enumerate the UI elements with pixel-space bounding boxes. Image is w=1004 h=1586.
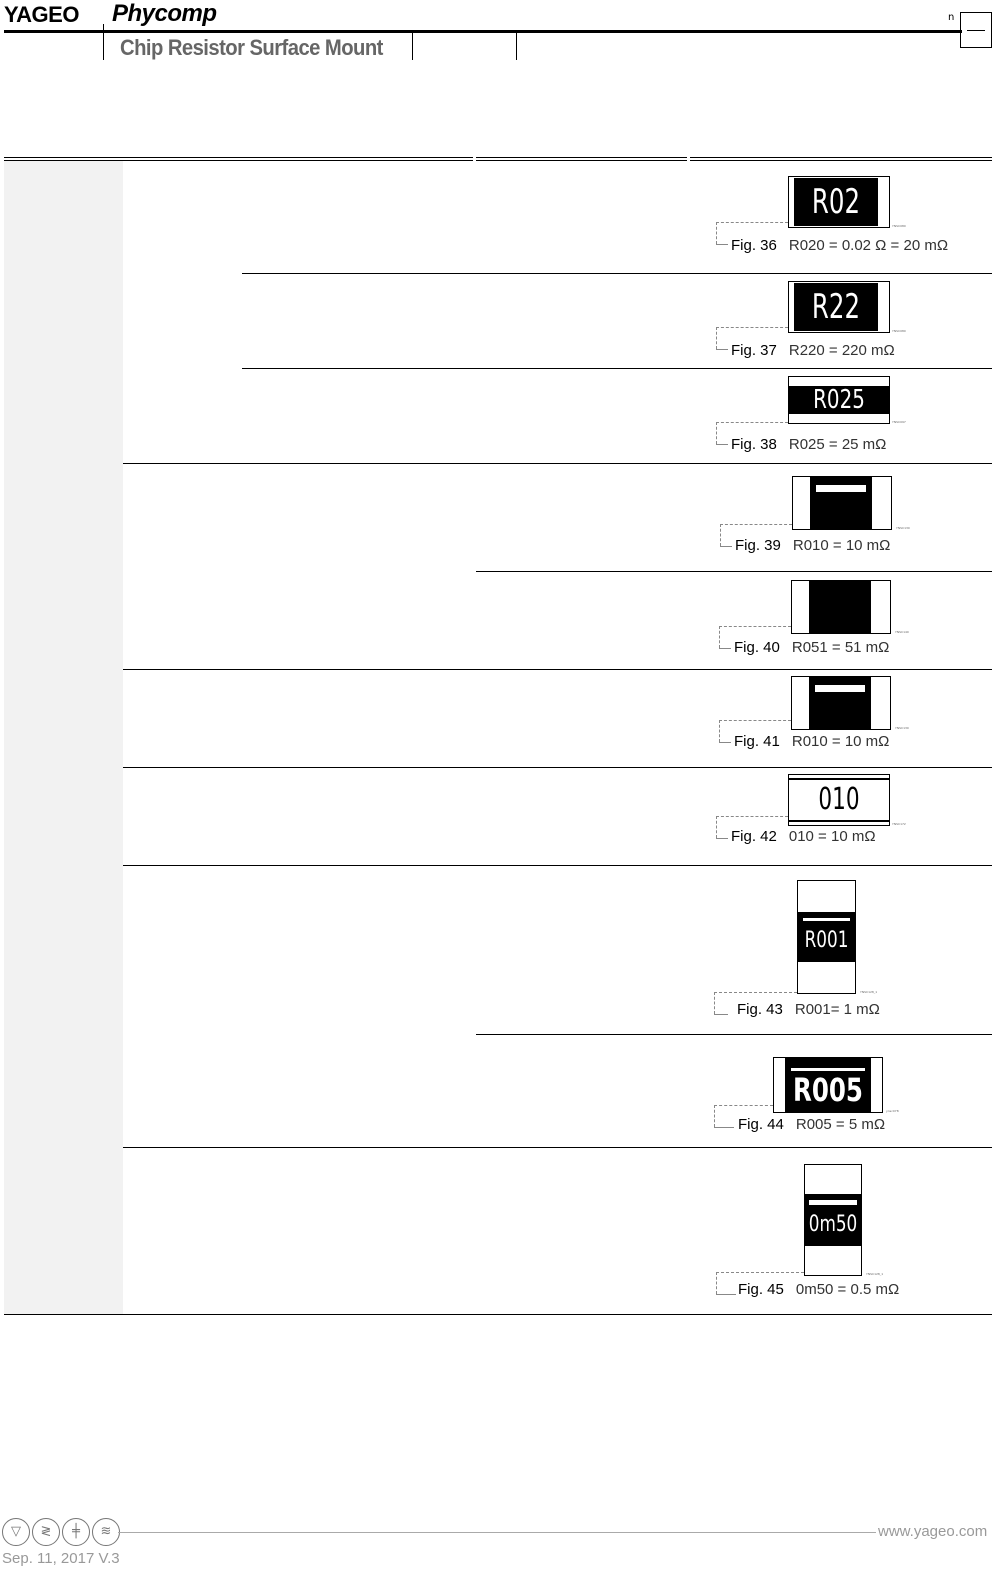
table-top-rule [4,160,992,161]
row-divider [242,368,992,369]
figure-caption: Fig. 45 0m50 = 0.5 mΩ [738,1281,900,1298]
inductor-icon: ≋ [92,1518,120,1546]
table-top-rule [4,157,992,158]
row-divider [123,463,992,464]
figure-caption: Fig. 43 R001= 1 mΩ [737,1001,880,1018]
header-divider [103,24,104,60]
header-divider [412,33,413,60]
header-divider [516,33,517,60]
document-subtitle: Chip Resistor Surface Mount [120,35,383,60]
resistor-marking: R001 [804,928,849,953]
figure-caption: Fig. 41 R010 = 10 mΩ [734,733,890,750]
resistor-marking: R22 [811,287,861,327]
figure-caption: Fig. 44 R005 = 5 mΩ [738,1116,886,1133]
figure-caption: Fig. 37 R220 = 220 mΩ [731,342,895,359]
figure-caption: Fig. 40 R051 = 51 mΩ [734,639,890,656]
table-first-column [4,161,123,1314]
antenna-icon: ▽ [2,1518,30,1546]
resistor-marking: 0m50 [808,1212,858,1237]
figure-caption: Fig. 36 R020 = 0.02 Ω = 20 mΩ [731,237,949,254]
row-divider [242,273,992,274]
row-divider [123,767,992,768]
footer-date: Sep. 11, 2017 V.3 [2,1550,120,1567]
resistor-marking: R005 [793,1071,863,1109]
figure-caption: Fig. 38 R025 = 25 mΩ [731,436,887,453]
header-rule [4,30,962,33]
row-divider [476,1034,992,1035]
resistor-marking: R025 [813,385,865,415]
page-label: n [948,12,955,23]
row-divider [123,865,992,866]
row-divider [123,669,992,670]
resistor-marking: 010 [818,782,860,817]
resistor-icon: ≷ [32,1518,60,1546]
table-bottom-rule [4,1314,992,1315]
page-number-box [960,12,992,48]
figure-caption: Fig. 42 010 = 10 mΩ [731,828,876,845]
yageo-logo: YAGEO [4,2,79,27]
resistor-marking: R02 [811,182,861,222]
footer-rule [118,1532,876,1533]
footer-url[interactable]: www.yageo.com [878,1523,988,1540]
phycomp-logo: Phycomp [112,0,217,27]
row-divider [123,1147,992,1148]
row-divider [476,571,992,572]
capacitor-icon: ╪ [62,1518,90,1546]
figure-caption: Fig. 39 R010 = 10 mΩ [735,537,891,554]
